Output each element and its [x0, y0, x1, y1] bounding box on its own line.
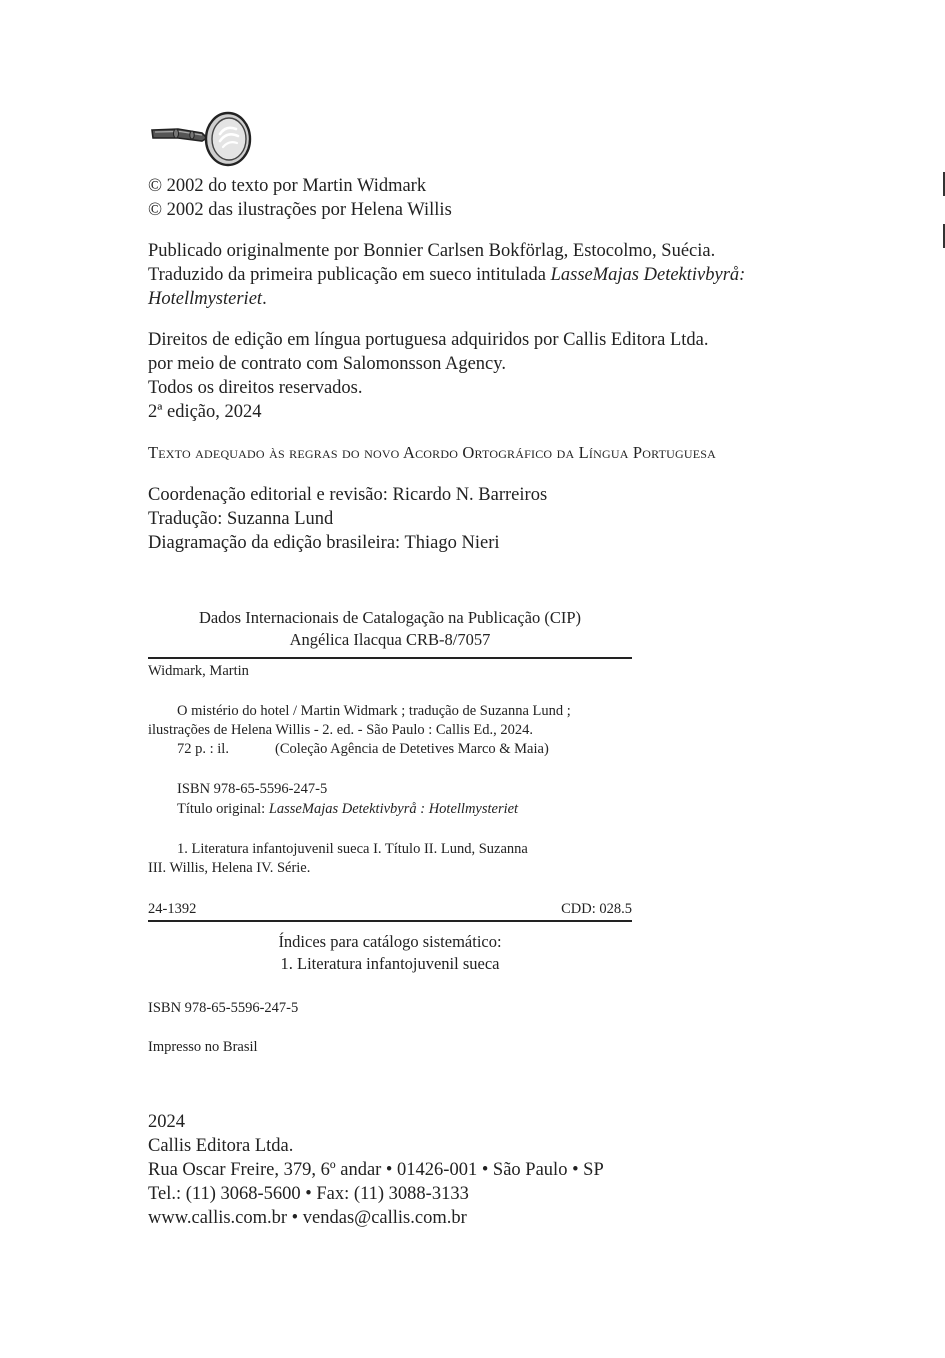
rights-line-2: por meio de contrato com Salomonsson Agency. — [148, 354, 506, 374]
publisher-web: www.callis.com.br • vendas@callis.com.br — [148, 1208, 467, 1228]
cip-bottom-rule — [148, 920, 632, 922]
cip-subjects-2: III. Willis, Helena IV. Série. — [148, 860, 311, 876]
cip-original-title-label: Título original: — [177, 801, 269, 817]
cip-top-rule — [148, 657, 632, 659]
edition-line: 2ª edição, 2024 — [148, 402, 262, 422]
cip-index — [148, 931, 632, 975]
original-title-line — [148, 287, 267, 311]
cip-header-line-1: Dados Internacionais de Catalogação na Publicação (CIP) — [198, 608, 582, 627]
printed-in-line: Impresso no Brasil — [148, 1039, 258, 1055]
original-title-part2: Hotellmysteriet — [148, 289, 263, 309]
magnifying-glass-icon — [150, 110, 254, 170]
translated-from-prefix: Traduzido da primeira publicação em sueco intitulada — [148, 265, 551, 285]
original-title-part1: LasseMajas Detektivbyrå: — [550, 265, 746, 285]
publisher-name: Callis Editora Ltda. — [148, 1136, 294, 1156]
cip-subjects-1: 1. Literatura infantojuvenil sueca I. Título II. Lund, Suzanna — [177, 841, 528, 857]
publisher-year: 2024 — [148, 1112, 185, 1132]
translated-from-line — [148, 263, 745, 287]
rights-line-1: Direitos de edição em língua portuguesa adquiridos por Callis Editora Ltda. — [148, 330, 709, 350]
orthography-note: Texto adequado às regras do novo Acordo Ortográfico da Língua Portuguesa — [148, 443, 717, 462]
credit-coordination: Coordenação editorial e revisão: Ricardo N. Barreiros — [148, 485, 548, 505]
cip-description-2: ilustrações de Helena Willis - 2. ed. - São Paulo : Callis Ed., 2024. — [148, 722, 533, 738]
cip-author: Widmark, Martin — [148, 663, 249, 679]
cip-original-title-value: LasseMajas Detektivbyrå : Hotellmysteriet — [268, 801, 519, 817]
cip-original-title — [177, 800, 518, 820]
publisher-phone: Tel.: (11) 3068-5600 • Fax: (11) 3088-3133 — [148, 1184, 469, 1204]
copyright-illustrations-line: © 2002 das ilustrações por Helena Willis — [148, 200, 452, 220]
publisher-address: Rua Oscar Freire, 379, 6º andar • 01426-001 • São Paulo • SP — [148, 1160, 604, 1180]
cip-header-line-2: Angélica Ilacqua CRB-8/7057 — [289, 630, 491, 649]
cip-pages: 72 p. : il. — [177, 741, 229, 757]
isbn-line: ISBN 978-65-5596-247-5 — [148, 1000, 299, 1016]
copyright-text-line: © 2002 do texto por Martin Widmark — [148, 176, 427, 196]
original-publisher-line: Publicado originalmente por Bonnier Carlsen Bokförlag, Estocolmo, Suécia. — [148, 241, 716, 261]
credit-translation: Tradução: Suzanna Lund — [148, 509, 334, 529]
rights-line-3: Todos os direitos reservados. — [148, 378, 363, 398]
cip-cdd: CDD: 028.5 — [561, 901, 632, 917]
credit-layout: Diagramação da edição brasileira: Thiago Nieri — [148, 533, 500, 553]
cip-header — [148, 607, 632, 651]
cip-description-1: O mistério do hotel / Martin Widmark ; tradução de Suzanna Lund ; — [177, 703, 571, 719]
cip-isbn: ISBN 978-65-5596-247-5 — [177, 781, 328, 797]
original-title-period: . — [262, 289, 267, 309]
cip-record-number: 24-1392 — [148, 901, 197, 917]
cip-index-item: 1. Literatura infantojuvenil sueca — [280, 954, 500, 973]
cip-index-title: Índices para catálogo sistemático: — [278, 932, 502, 951]
cip-series: (Coleção Agência de Detetives Marco & Maia) — [275, 741, 549, 757]
